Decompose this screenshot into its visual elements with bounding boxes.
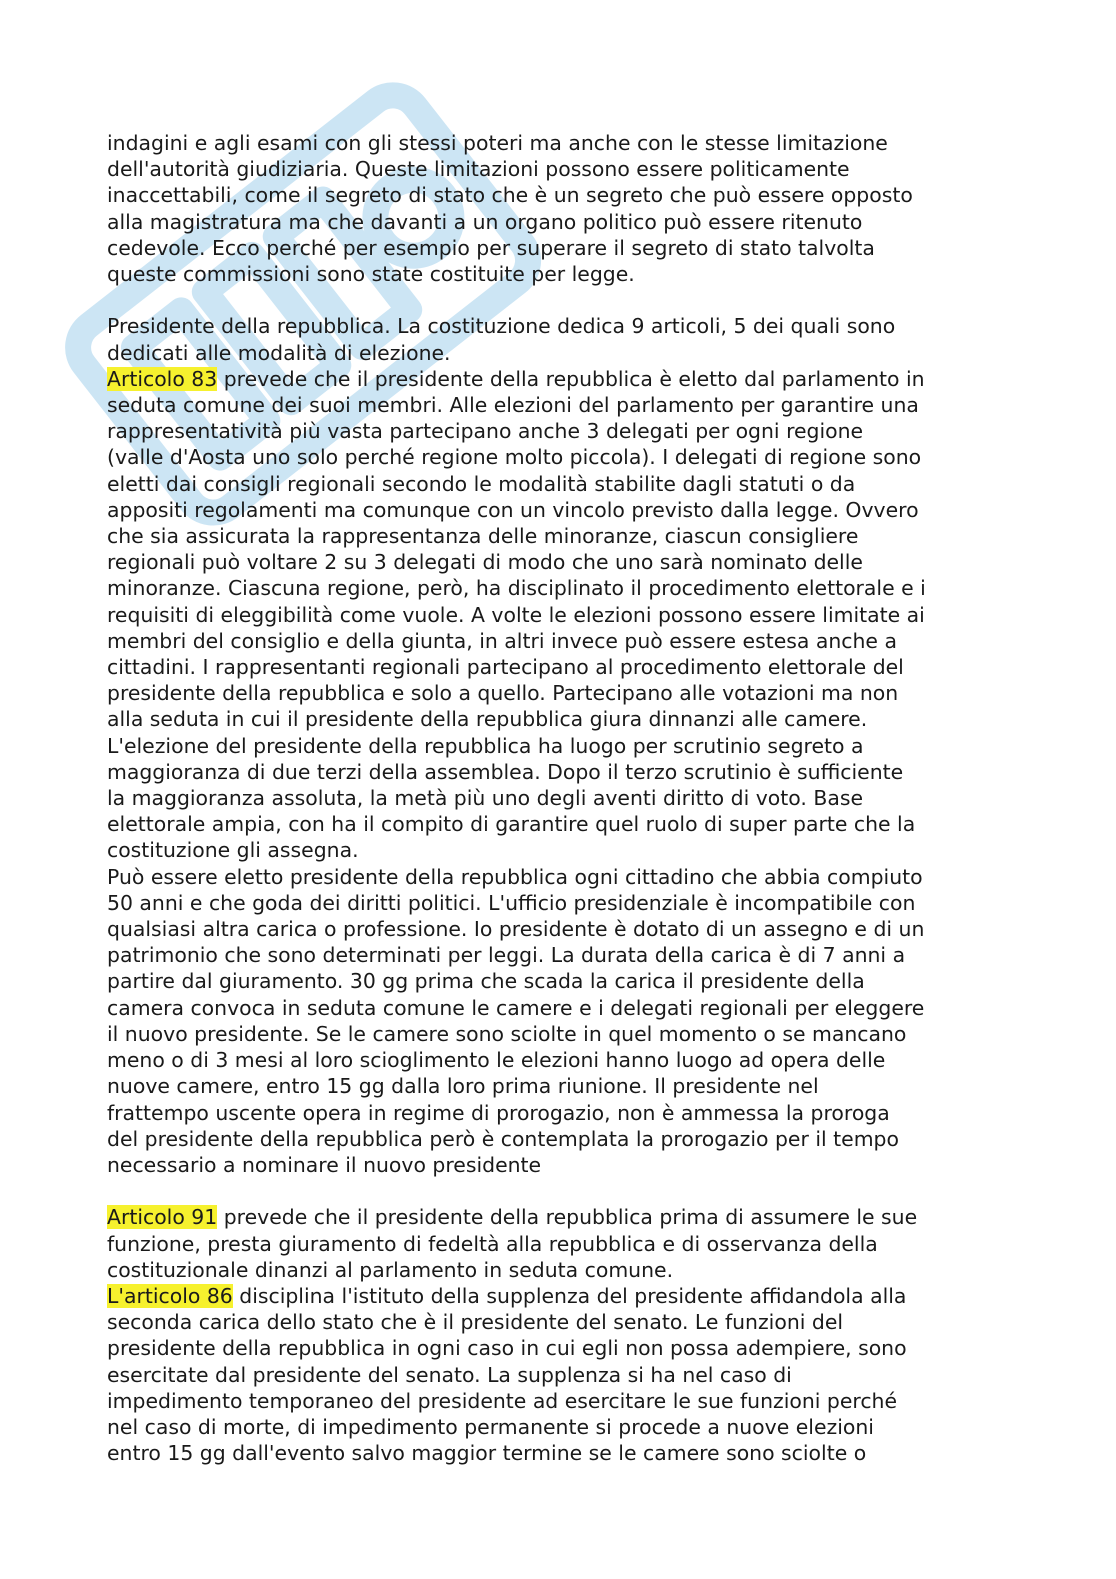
highlight-articolo-91: Articolo 91 [107, 1205, 218, 1230]
paragraph-articolo-91 [107, 1204, 1012, 1283]
paragraph-articolo-86 [107, 1283, 1012, 1466]
document-body [107, 130, 1012, 1466]
paragraph-presidente-intro: Presidente della repubblica. La costituzione dedica 9 articoli, 5 dei quali sono dedicati alle modalità di elezione. [107, 314, 896, 365]
paragraph-eleggibilita: Può essere eletto presidente della repubblica ogni cittadino che abbia compiuto 50 anni e che goda dei diritti politici. L'ufficio presidenziale è incompatibile con qualsiasi altra carica o professione. Io presidente è dotato di un assegno e di un patrimonio che sono determinati per leggi. La durata della carica è di 7 anni a partire dal giuramento. 30 gg prima che scada la carica il presidente della camera convoca in seduta comune le camere e i delegati regionali per eleggere il nuovo presidente. Se le camere sono sciolte in quel momento o se mancano meno o di 3 mesi al loro scioglimento le elezioni hanno luogo ad opera delle nuove camere, entro 15 gg dalla loro prima riunione. Il presidente nel frattempo uscente opera in regime di prorogazio, non è ammessa la proroga del presidente della repubblica però è contemplata la prorogazio per il tempo necessario a nominare il nuovo presidente [107, 864, 925, 1177]
highlight-articolo-83: Articolo 83 [107, 366, 218, 391]
articolo-83-text: prevede che il presidente della repubblica è eletto dal parlamento in seduta comune dei suoi membri. Alle elezioni del parlamento per garantire una rappresentatività più vasta partecipano anche 3 delegati per ogni regione (valle d'Aosta uno solo perché regione molto piccola). I delegati di regione sono eletti dai consigli regionali secondo le modalità stabilite dagli statuti o da appositi regolamenti ma comunque con un vincolo previsto dalla legge. Ovvero che sia assicurata la rappresentanza delle minoranze, ciascun consigliere regionali può voltare 2 su 3 delegati di modo che uno sarà nominato delle minoranze. Ciascuna regione, però, ha disciplinato il procedimento elettorale e i requisiti di eleggibilità come vuole. A volte le elezioni possono essere limitate ai membri del consiglio e della giunta, in altri invece può essere estesa anche a cittadini. I rappresentanti regionali partecipano al procedimento elettorale del presidente della repubblica e solo a quello. Partecipano alle votazioni ma non alla seduta in cui il presidente della repubblica giura dinnanzi alle camere. L'elezione del presidente della repubblica ha luogo per scrutinio segreto a maggioranza di due terzi della assemblea. Dopo il terzo scrutinio è sufficiente la maggioranza assoluta, la metà più uno degli aventi diritto di voto. Base elettorale ampia, con ha il compito di garantire quel ruolo di super parte che la costituzione gli assegna. [107, 366, 926, 863]
articolo-86-text: disciplina l'istituto della supplenza del presidente affidandola alla seconda carica dello stato che è il presidente del senato. Le funzioni del presidente della repubblica in ogni caso in cui egli non possa adempiere, sono esercitate dal presidente del senato. La supplenza si ha nel caso di impedimento temporaneo del presidente ad esercitare le sue funzioni perché nel caso di morte, di impedimento permanente si procede a nuove elezioni entro 15 gg dall'evento salvo maggior termine se le camere sono sciolte o [107, 1283, 907, 1466]
paragraph-gap [107, 287, 1012, 313]
paragraph-commissioni: indagini e agli esami con gli stessi poteri ma anche con le stesse limitazione dell'autorità giudiziaria. Queste limitazioni possono essere politicamente inaccettabili, come il segreto di stato che è un segreto che può essere opposto alla magistratura ma che davanti a un organo politico può essere ritenuto cedevole. Ecco perché per esempio per superare il segreto di stato talvolta queste commissioni sono state costituite per legge. [107, 131, 913, 287]
paragraph-articolo-83 [107, 366, 1012, 864]
highlight-articolo-86: L'articolo 86 [107, 1283, 233, 1308]
articolo-91-text: prevede che il presidente della repubblica prima di assumere le sue funzione, presta giuramento di fedeltà alla repubblica e di osservanza della costituzionale dinanzi al parlamento in seduta comune. [107, 1205, 918, 1282]
paragraph-gap [107, 1178, 1012, 1204]
